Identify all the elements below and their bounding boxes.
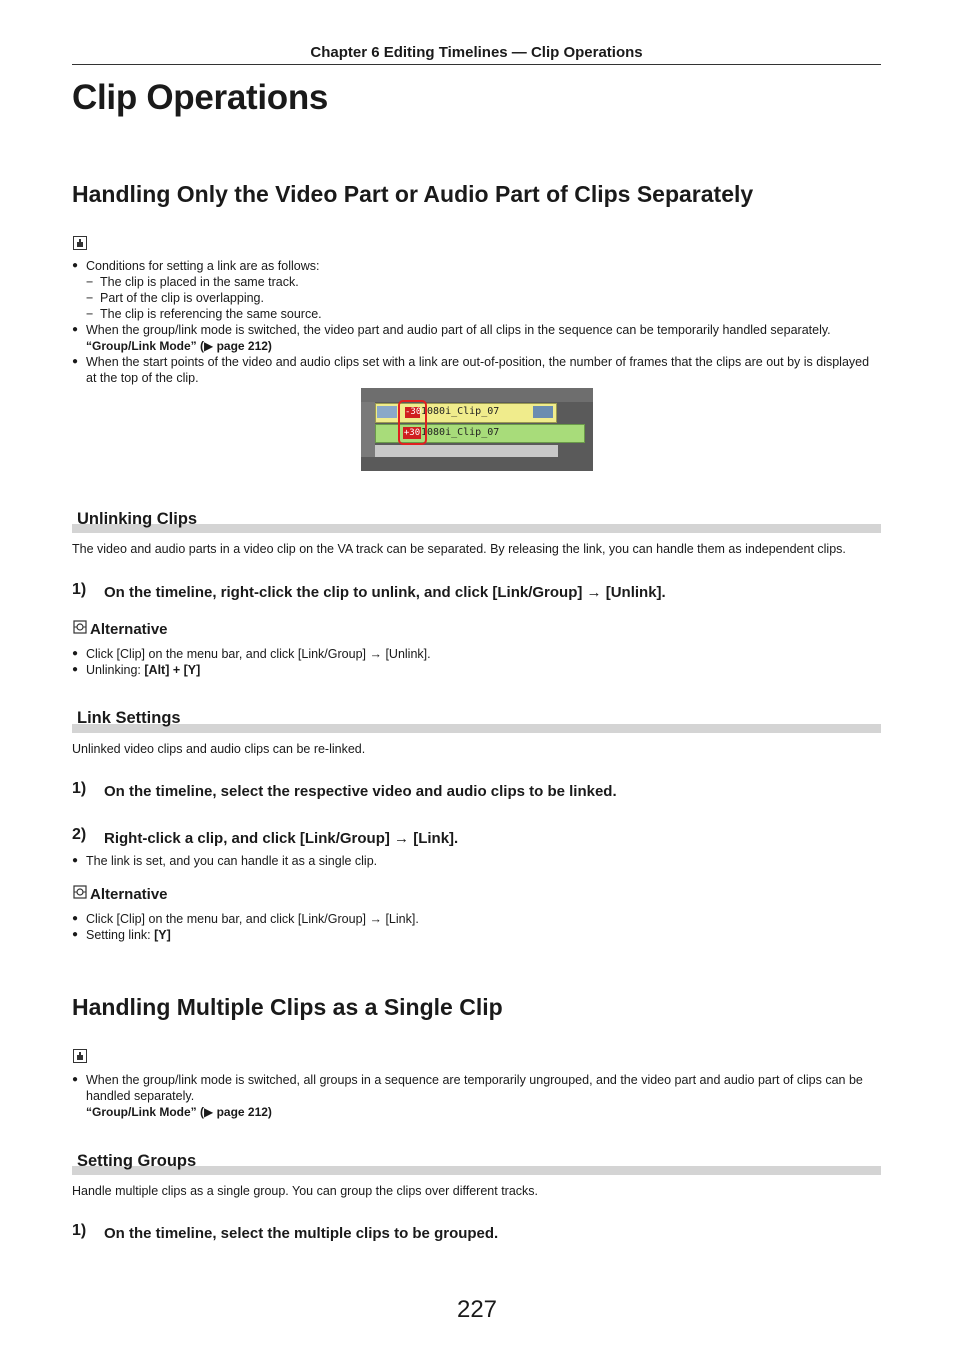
chapter-header: Chapter 6 Editing Timelines — Clip Operations (310, 44, 643, 61)
subsection-bar (72, 724, 881, 733)
page-number: 227 (456, 1296, 498, 1323)
alternative-icon (73, 620, 87, 638)
step-text: On the timeline, select the multiple clips to be grouped. (104, 1225, 499, 1242)
subsection-heading-link-settings: Link Settings (77, 709, 181, 727)
alternative-label: Alternative (73, 885, 168, 903)
link-settings-description: Unlinked video clips and audio clips can be re-linked. (72, 742, 366, 756)
unlinking-description: The video and audio parts in a video clip on the VA track can be separated. By releasing the link, you can handle them as independent clips. (72, 542, 846, 556)
audio-offset-badge: +30 (403, 428, 421, 438)
section-heading-multiple-clips: Handling Multiple Clips as a Single Clip (72, 994, 503, 1020)
shortcut-key: [Y] (154, 928, 171, 942)
step-number: 2) (72, 826, 87, 843)
offset-highlight (398, 400, 427, 445)
step-number: 1) (72, 1222, 87, 1239)
video-offset-badge: -30 (405, 407, 422, 417)
step-number: 1) (72, 581, 87, 598)
note-icon (73, 1049, 87, 1063)
alternative-label: Alternative (73, 620, 168, 638)
list-item: ● When the start points of the video and audio clips set with a link are out-of-position, the number of frames that the clips are out by is displayed at the top of the clip. (72, 355, 870, 385)
list-subitem: − The clip is placed in the same track. (86, 275, 299, 289)
play-triangle-icon: ▶ (204, 1105, 214, 1119)
list-item: ● Conditions for setting a link are as follows: (72, 259, 320, 273)
list-subitem: − Part of the clip is overlapping. (86, 291, 264, 305)
list-item: ● Click [Clip] on the menu bar, and click [Link/Group] → [Link]. (72, 912, 419, 926)
thumbnail-icon (533, 406, 553, 418)
step-text: On the timeline, right-click the clip to unlink, and click [Link/Group] → [Unlink]. (104, 584, 666, 601)
step-text: Right-click a clip, and click [Link/Group] → [Link]. (104, 830, 459, 847)
note-icon (73, 236, 87, 250)
play-triangle-icon: ▶ (204, 339, 214, 353)
shortcut-key: [Alt] + [Y] (144, 663, 201, 677)
page-reference-link[interactable]: “Group/Link Mode” (▶ page 212) (86, 339, 272, 353)
step-number: 1) (72, 780, 87, 797)
video-clip-label: 1080i_Clip_07 (421, 406, 500, 417)
subsection-heading-unlinking: Unlinking Clips (77, 510, 198, 528)
list-item: ● When the group/link mode is switched, all groups in a sequence are temporarily ungrouped, and the video part and audio part of clips can be handled separately. “Group/Link Mode” (▶ page 212) (72, 1072, 881, 1120)
empty-track (375, 445, 558, 457)
step-text: On the timeline, select the respective video and audio clips to be linked. (104, 783, 617, 800)
page-reference-link[interactable]: “Group/Link Mode” (▶ page 212) (86, 1105, 272, 1119)
list-item: ● Unlinking: [Alt] + [Y] (72, 663, 201, 677)
alternative-icon (73, 885, 87, 903)
header-rule (72, 64, 881, 65)
thumbnail-icon (377, 406, 397, 418)
list-item: ● Setting link: [Y] (72, 928, 171, 942)
page-title: Clip Operations (72, 78, 329, 117)
list-item: ● When the group/link mode is switched, the video part and audio part of all clips in the sequence can be temporarily handled separately. “Group/Link Mode” (▶ page 212) (72, 322, 881, 354)
list-item: ● Click [Clip] on the menu bar, and click [Link/Group] → [Unlink]. (72, 647, 431, 661)
section-heading-video-audio: Handling Only the Video Part or Audio Part of Clips Separately (72, 181, 754, 207)
list-item: ● The link is set, and you can handle it as a single clip. (72, 854, 378, 868)
audio-clip-label: 1080i_Clip_07 (421, 427, 500, 438)
list-subitem: − The clip is referencing the same source. (86, 307, 322, 321)
timeline-figure (361, 388, 593, 471)
subsection-heading-setting-groups: Setting Groups (77, 1152, 197, 1170)
setting-groups-description: Handle multiple clips as a single group. You can group the clips over different tracks. (72, 1184, 539, 1198)
